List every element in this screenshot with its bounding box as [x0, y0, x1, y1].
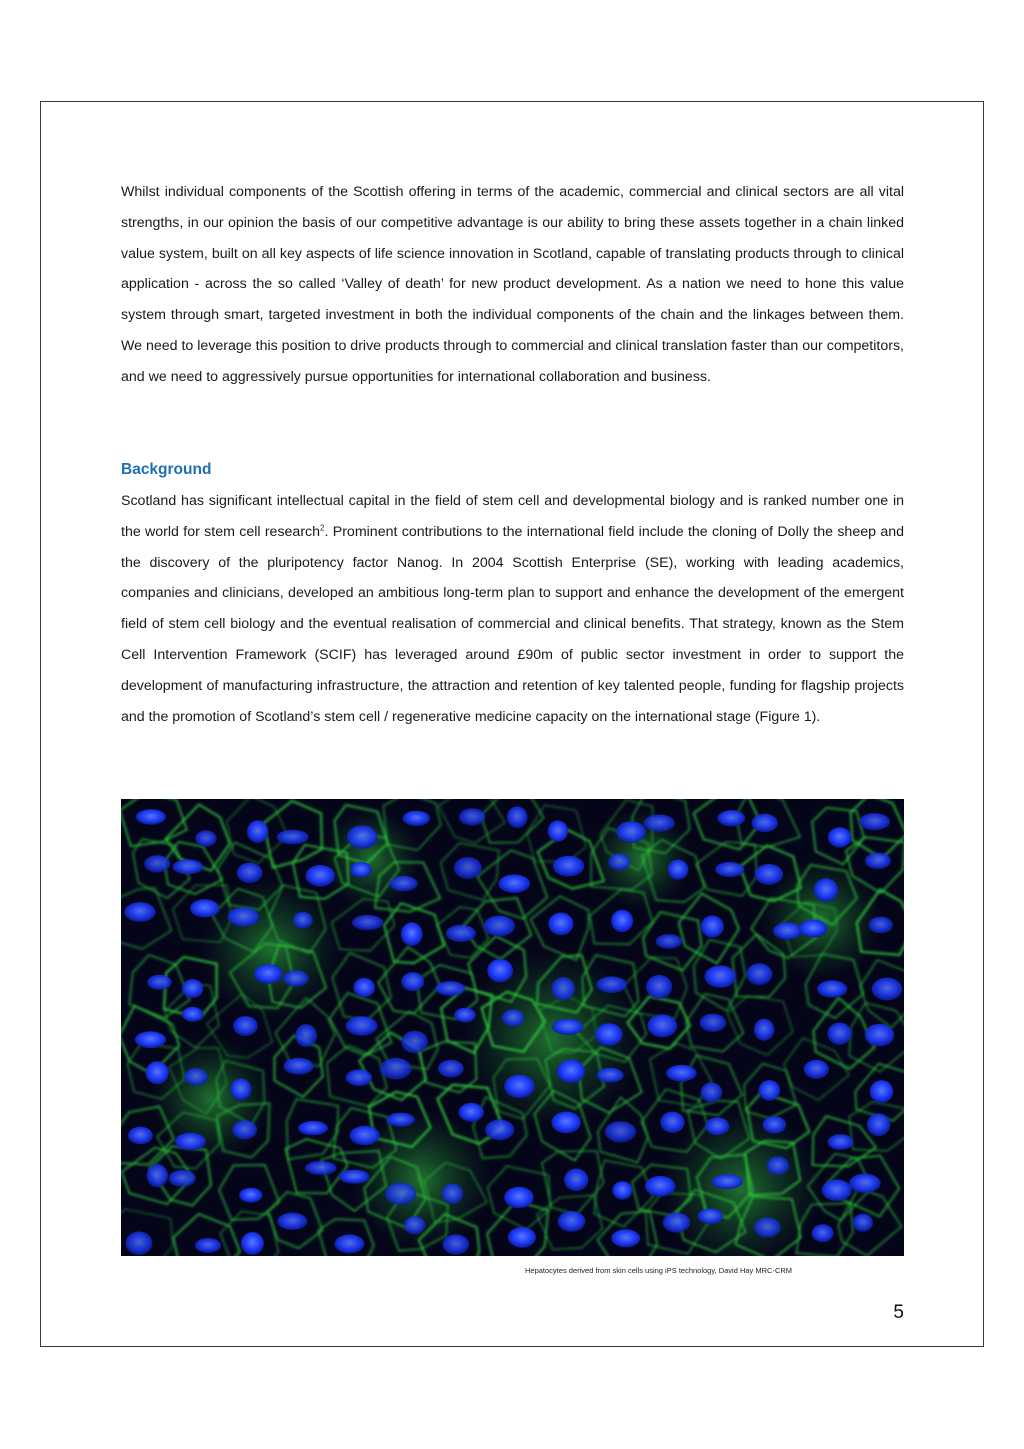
cell-nucleus	[663, 1213, 690, 1233]
cell-nucleus	[404, 1216, 426, 1234]
cell-nucleus	[306, 865, 335, 887]
cell-nucleus	[190, 899, 220, 917]
cell-nucleus	[239, 1188, 262, 1203]
cell-nucleus	[389, 876, 417, 892]
cell-nucleus	[401, 1031, 428, 1053]
cell-nucleus	[551, 977, 575, 1001]
cell-nucleus	[293, 912, 313, 929]
cell-nucleus	[277, 1213, 307, 1230]
cell-nucleus	[230, 1078, 251, 1100]
cell-nucleus	[182, 1007, 203, 1022]
cell-nucleus	[195, 830, 216, 846]
cell-nucleus	[611, 1229, 640, 1247]
cell-nucleus	[859, 813, 890, 830]
cell-nucleus	[828, 1134, 854, 1150]
cell-nucleus	[184, 1068, 208, 1086]
cell-nucleus	[498, 874, 530, 893]
cell-nucleus	[700, 1014, 727, 1032]
cell-nucleus	[752, 814, 778, 832]
cell-nucleus	[485, 1120, 514, 1141]
cell-nucleus	[867, 1113, 890, 1136]
cell-nucleus	[504, 1075, 534, 1098]
cell-nucleus	[701, 1082, 723, 1102]
cell-nucleus	[865, 1024, 895, 1047]
cell-nucleus	[335, 1234, 365, 1253]
cell-nucleus	[773, 922, 802, 939]
cell-nucleus	[283, 1058, 313, 1075]
cell-nucleus	[827, 1023, 851, 1045]
cell-nucleus	[346, 1069, 372, 1086]
cell-nucleus	[865, 853, 891, 869]
cell-nucleus	[386, 1113, 414, 1127]
cell-nucleus	[548, 820, 568, 841]
cell-nucleus	[616, 821, 646, 843]
cell-nucleus	[608, 853, 630, 871]
cell-nucleus	[870, 1080, 893, 1103]
figure-caption: Hepatocytes derived from skin cells using iPS technology, David Hay MRC-CRM	[525, 1266, 793, 1275]
cell-nucleus	[660, 1112, 684, 1133]
cell-nucleus	[305, 1161, 337, 1175]
cell-nucleus	[283, 970, 309, 986]
cell-nucleus	[233, 1016, 258, 1036]
cell-nucleus	[701, 915, 724, 937]
cell-nucleus	[228, 907, 260, 927]
cell-nucleus	[755, 864, 783, 885]
cell-nucleus	[558, 1211, 586, 1232]
cell-nucleus	[435, 981, 465, 996]
cell-nucleus	[759, 1080, 781, 1101]
cell-nucleus	[350, 1126, 380, 1146]
cell-nucleus	[767, 1156, 789, 1175]
cell-nucleus	[182, 979, 203, 998]
cell-nucleus	[717, 810, 745, 826]
cell-nucleus	[454, 857, 482, 879]
cell-nucleus	[596, 976, 627, 993]
footnote-marker: 2	[320, 523, 325, 533]
section-heading-background: Background	[121, 461, 212, 478]
cell-nucleus	[347, 825, 378, 848]
cell-nucleus	[128, 1127, 153, 1145]
cell-nucleus	[646, 975, 672, 999]
cell-nucleus	[352, 915, 383, 930]
cell-nucleus	[353, 978, 375, 997]
cell-nucleus	[656, 934, 683, 949]
cell-nucleus	[232, 1120, 257, 1139]
cell-nucleus	[401, 922, 423, 946]
hepatocyte-micrograph	[121, 799, 904, 1256]
cell-nucleus	[508, 1227, 536, 1248]
cell-nucleus	[169, 1170, 196, 1187]
cell-nucleus	[350, 862, 371, 878]
cell-nucleus	[644, 815, 675, 832]
cell-nucleus	[817, 980, 847, 997]
cell-nucleus	[403, 811, 430, 826]
cell-nucleus	[557, 1060, 585, 1083]
cell-nucleus	[611, 910, 633, 933]
cell-nucleus	[454, 1008, 476, 1023]
cell-nucleus	[144, 855, 170, 872]
cell-nucleus	[552, 1019, 583, 1035]
cell-nucleus	[241, 1232, 264, 1255]
page-number: 5	[893, 1302, 904, 1323]
cell-nucleus	[814, 878, 838, 902]
cell-nucleus	[822, 1179, 852, 1201]
cell-nucleus	[872, 978, 902, 1001]
cell-nucleus	[442, 1184, 464, 1205]
cell-nucleus	[173, 859, 204, 874]
cell-nucleus	[553, 856, 584, 877]
cell-nucleus	[869, 917, 893, 934]
cell-nucleus	[762, 1116, 786, 1134]
cell-nucleus	[175, 1133, 206, 1151]
cell-nucleus	[446, 925, 476, 942]
cell-nucleus	[295, 1024, 317, 1047]
cell-nucleus	[754, 1217, 781, 1237]
cell-nucleus	[645, 1176, 675, 1197]
cell-nucleus	[504, 1187, 533, 1208]
cell-nucleus	[247, 820, 268, 843]
intro-paragraph: Whilst individual components of the Scottish offering in terms of the academic, commercial and clinical sectors are all vital strengths, in our opinion the basis of our competitive advantage is our ability to bring these assets together in a chain linked value system, built on all key aspects of life science innovation in Scotland, capable of translating products through to clinical application - across the so called ‘Valley of death’ for new product development. As a nation we need to hone this value system through smart, targeted investment in both the individual components of the chain and the linkages between them. We need to leverage this position to drive products through to commercial and clinical translation faster than our competitors, and we need to aggressively pursue opportunities for international collaboration and business.	[121, 184, 904, 385]
cell-nucleus	[298, 1121, 328, 1135]
cell-nucleus	[548, 913, 573, 936]
cell-nucleus	[135, 1031, 166, 1048]
cell-nucleus	[346, 1016, 378, 1036]
cell-nucleus	[277, 830, 309, 845]
cell-nucleus	[502, 1009, 525, 1026]
cell-nucleus	[853, 1214, 873, 1232]
cell-nucleus	[828, 827, 852, 847]
cell-nucleus	[754, 1019, 774, 1041]
cell-nucleus	[195, 1238, 221, 1253]
cell-nucleus	[385, 1183, 416, 1206]
cell-nucleus	[612, 1181, 632, 1199]
cell-nucleus	[849, 1174, 881, 1193]
cell-nucleus	[146, 1061, 169, 1084]
cell-nucleus	[595, 1023, 623, 1046]
cell-nucleus	[564, 1169, 588, 1192]
cell-nucleus	[804, 1060, 829, 1079]
cell-nucleus	[126, 1231, 153, 1255]
background-text-part2: . Prominent contributions to the international field include the cloning of Dolly the sheep and the discovery of the pluripotency factor Nanog. In 2004 Scottish Enterprise (SE), working with leading academics, companies and clinicians, developed an ambitious long-term plan to support and enhance the development of the emergent field of stem cell biology and the eventual realisation of commercial and clinical benefits. That strategy, known as the Stem Cell Intervention Framework (SCIF) has leveraged around £90m of public sector investment in order to support the development of manufacturing infrastructure, the attraction and retention of key talented people, funding for flagship projects and the promotion of Scotland’s stem cell / regenerative medicine capacity on the international stage (Figure 1).	[121, 523, 904, 725]
cell-nucleus	[136, 809, 166, 825]
cell-nucleus	[380, 1058, 412, 1080]
cell-nucleus	[605, 1121, 636, 1142]
cell-nucleus	[237, 863, 263, 884]
cell-nucleus	[147, 975, 172, 990]
cell-nucleus	[668, 860, 689, 880]
cell-nucleus	[712, 1174, 743, 1189]
cell-nucleus	[459, 808, 486, 825]
cell-nucleus	[507, 806, 528, 828]
cell-nucleus	[705, 1117, 729, 1135]
cell-nucleus	[443, 1234, 470, 1254]
cell-nucleus	[715, 862, 744, 877]
cell-nucleus	[551, 1112, 580, 1134]
cell-nucleus	[698, 1208, 723, 1224]
cell-nucleus	[254, 964, 283, 984]
cell-nucleus	[597, 1068, 624, 1083]
cell-nucleus	[799, 920, 827, 938]
cell-nucleus	[147, 1164, 168, 1187]
background-text-part1: Scotland has significant intellectual capital in the field of stem cell and developmental biology and is ranked number one in the world for stem cell research	[121, 493, 904, 540]
cell-nucleus	[746, 963, 772, 985]
cell-nucleus	[438, 1060, 464, 1078]
cell-nucleus	[705, 965, 736, 987]
cell-nucleus	[459, 1103, 484, 1122]
cell-nucleus	[812, 1224, 834, 1242]
cell-nucleus	[666, 1065, 697, 1082]
cell-nucleus	[339, 1170, 370, 1184]
background-paragraph	[121, 486, 904, 732]
cell-nucleus	[401, 972, 424, 991]
cell-nucleus	[484, 916, 516, 937]
cell-nucleus	[124, 902, 155, 922]
cell-nucleus	[487, 959, 513, 982]
cell-nucleus	[647, 1014, 677, 1037]
